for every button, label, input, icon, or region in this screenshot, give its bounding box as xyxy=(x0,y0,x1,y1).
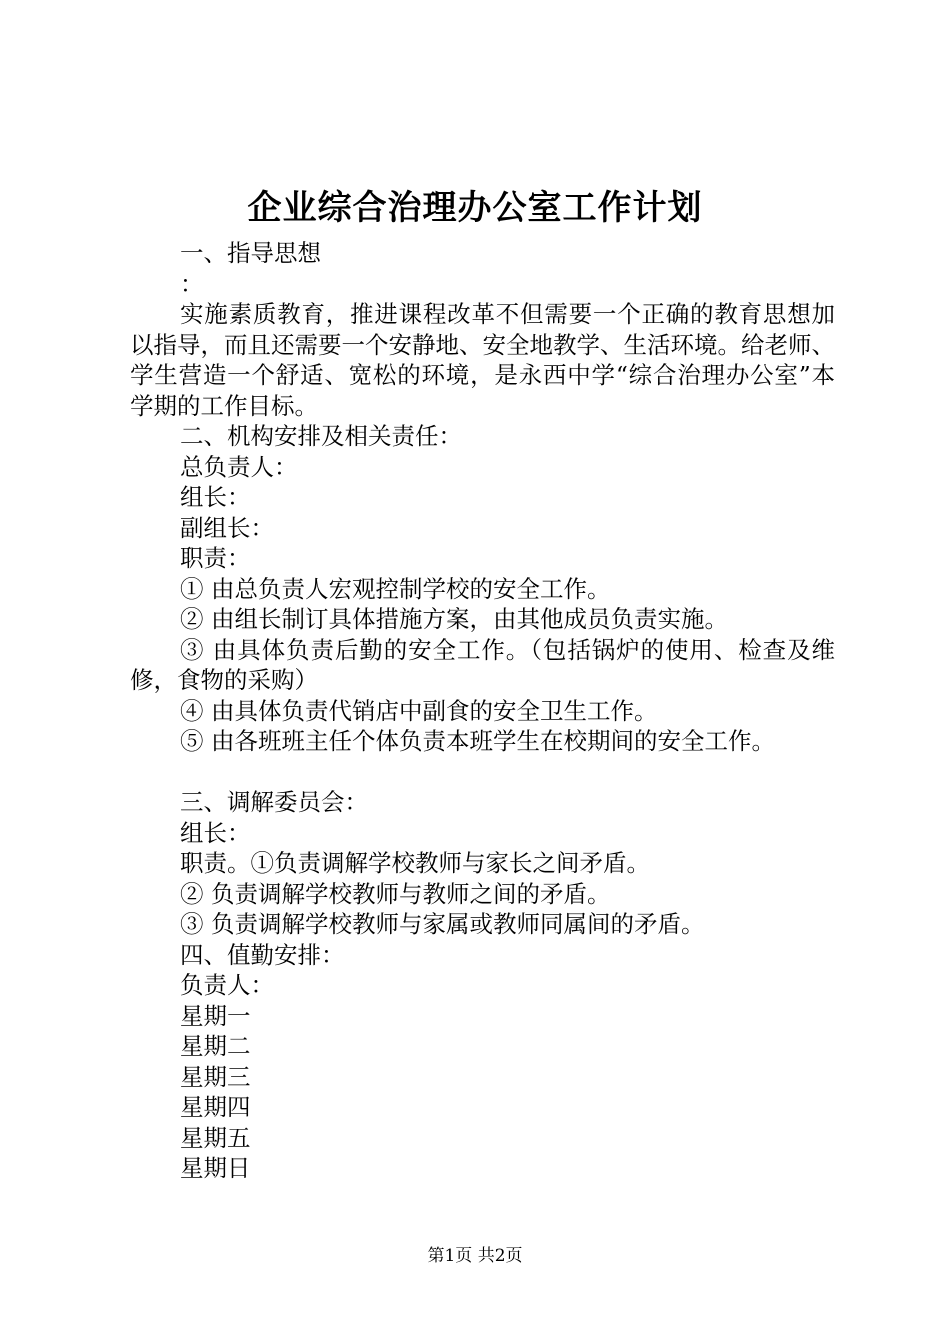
duty-item-4: ④ 由具体负责代销店中副食的安全卫生工作。 xyxy=(180,696,658,725)
roster-day: 星期三 xyxy=(180,1062,251,1091)
mediation-duty-1: 职责。①负责调解学校教师与家长之间矛盾。 xyxy=(180,849,650,877)
mediation-duty-2: ② 负责调解学校教师与教师之间的矛盾。 xyxy=(180,879,611,908)
mediation-duty-3: ③ 负责调解学校教师与家属或教师同属间的矛盾。 xyxy=(180,910,705,938)
duty-item-2: ② 由组长制订具体措施方案，由其他成员负责实施。 xyxy=(180,605,728,633)
document-title: 企业综合治理办公室工作计划 xyxy=(247,188,703,228)
section1-heading: 一、指导思想 xyxy=(180,239,321,267)
duty-item-1: ① 由总负责人宏观控制学校的安全工作。 xyxy=(180,574,611,603)
section4-heading: 四、值勤安排： xyxy=(180,940,345,969)
roster-day: 星期四 xyxy=(180,1093,251,1121)
section2-duties-label: 职责： xyxy=(180,544,251,572)
duty-item-3: ③ 由具体负责后勤的安全工作。（包括锅炉的使用、检查及维修，食物的采购） xyxy=(130,635,835,694)
section2-chief: 总负责人： xyxy=(180,452,298,481)
roster-day: 星期一 xyxy=(180,1001,251,1030)
blank-line xyxy=(130,757,835,788)
roster-day: 星期日 xyxy=(180,1154,251,1182)
section2-leader: 组长： xyxy=(180,483,251,511)
duty-roster-person: 负责人： xyxy=(180,971,274,999)
section2-heading: 二、机构安排及相关责任： xyxy=(180,422,462,450)
section2-deputy: 副组长： xyxy=(180,513,274,542)
section3-leader: 组长： xyxy=(180,818,251,847)
section3-heading: 三、调解委员会： xyxy=(180,788,368,816)
section1-colon: ： xyxy=(180,269,204,298)
roster-day: 星期五 xyxy=(180,1123,251,1152)
document-body xyxy=(130,238,835,1184)
duty-item-5: ⑤ 由各班班主任个体负责本班学生在校期间的安全工作。 xyxy=(180,727,775,755)
roster-day: 星期二 xyxy=(180,1032,251,1060)
page-indicator: 第1页 共2页 xyxy=(427,1246,523,1266)
section1-paragraph: 实施素质教育，推进课程改革不但需要一个正确的教育思想加以指导，而且还需要一个安静地、安全地教学、生活环境。给老师、学生营造一个舒适、宽松的环境，是永西中学“综合治理办公室”本学期的工作目标。 xyxy=(130,300,835,420)
